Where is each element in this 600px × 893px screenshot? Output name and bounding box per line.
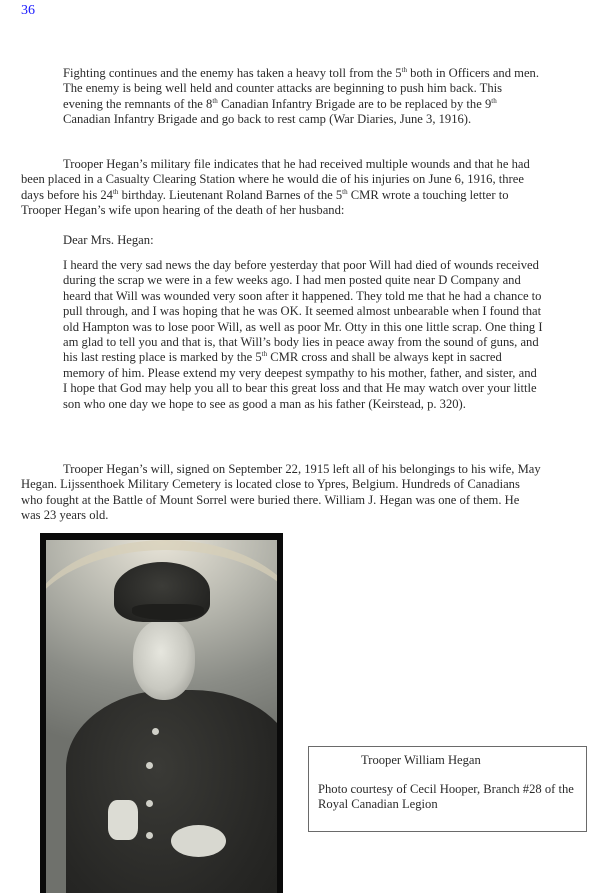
text: Canadian Infantry Brigade are to be replaced by the 9 bbox=[217, 96, 492, 111]
photo-caption-box bbox=[308, 746, 587, 832]
letter-body bbox=[63, 258, 543, 412]
superscript: th bbox=[212, 96, 218, 105]
page-number: 36 bbox=[21, 3, 35, 18]
text: birthday. Lieutenant Roland Barnes of the 5 bbox=[118, 187, 343, 202]
text: Trooper Hegan’s military file indicates that he had received multiple wounds and that he had been placed in a Casualty Clearing Station where he would die of his injuries on June 6, 1916, three days before his 24 bbox=[21, 157, 530, 202]
superscript: th bbox=[112, 187, 119, 196]
portrait-photo bbox=[46, 540, 277, 893]
superscript: th bbox=[401, 65, 408, 74]
text: CMR cross and shall be always kept in sacred memory of him. Please extend my very deepest sympathy to his mother, father, and sister, and I hope that God may help you all to bear this great loss and that He may watch over your little son who one day we hope to see as good a man as his father (Keirstead, p. 320). bbox=[63, 350, 537, 411]
photo-button bbox=[146, 800, 153, 807]
portrait-photo-frame bbox=[40, 533, 283, 893]
text: CMR wrote a touching letter to Trooper Hegan’s wife upon hearing of the death of her husband: bbox=[21, 187, 509, 218]
photo-button bbox=[152, 728, 159, 735]
superscript: th bbox=[261, 350, 268, 359]
photo-button bbox=[146, 762, 153, 769]
caption-title: Trooper William Hegan bbox=[361, 753, 481, 767]
superscript: th bbox=[342, 187, 348, 196]
photo-face bbox=[133, 620, 195, 700]
text: Canadian Infantry Brigade and go back to rest camp (War Diaries, June 3, 1916). bbox=[63, 112, 472, 127]
photo-hand bbox=[171, 825, 226, 857]
photo-cuff bbox=[108, 800, 138, 840]
text: Fighting continues and the enemy has taken a heavy toll from the 5 bbox=[63, 66, 402, 80]
paragraph-war-diary-quote bbox=[63, 66, 543, 128]
photo-button bbox=[146, 832, 153, 839]
photo-visor bbox=[132, 604, 204, 620]
superscript: th bbox=[491, 96, 497, 105]
paragraph-will-and-cemetery: Trooper Hegan’s will, signed on September 22, 1915 left all of his belongings to his wife, May Hegan. Lijssenthoek Military Cemetery is located close to Ypres, Belgium. Hundreds of Canadians who fought at the Battle of Mount Sorrel were buried there. William J. Hegan was one of them. He was 23 years old. bbox=[21, 462, 541, 523]
paragraph-military-file bbox=[21, 157, 541, 219]
letter-greeting: Dear Mrs. Hegan: bbox=[63, 233, 154, 247]
text: both in Officers and men. The enemy is being well held and counter attacks are beginning to push him back. This evening the remnants of the 8 bbox=[63, 66, 539, 111]
text: I heard the very sad news the day before yesterday that poor Will had died of wounds received during the scrap we were in a few weeks ago. I had men posted quite near D Company and heard that Will was wounded very soon after it happened. They told me that he had a chance to pull through, and I was hoping that he was OK. It seemed almost unbearable when I found that old Hampton was to lose poor Will, as well as poor Mr. Otty in this one little scrap. One thing I am glad to tell you and that is, that Will’s body lies in peace away from the sound of guns, and his last resting place is marked by the 5 bbox=[63, 258, 543, 365]
photo-uniform bbox=[66, 690, 277, 893]
caption-credit: Photo courtesy of Cecil Hooper, Branch #28 of the Royal Canadian Legion bbox=[318, 782, 574, 812]
